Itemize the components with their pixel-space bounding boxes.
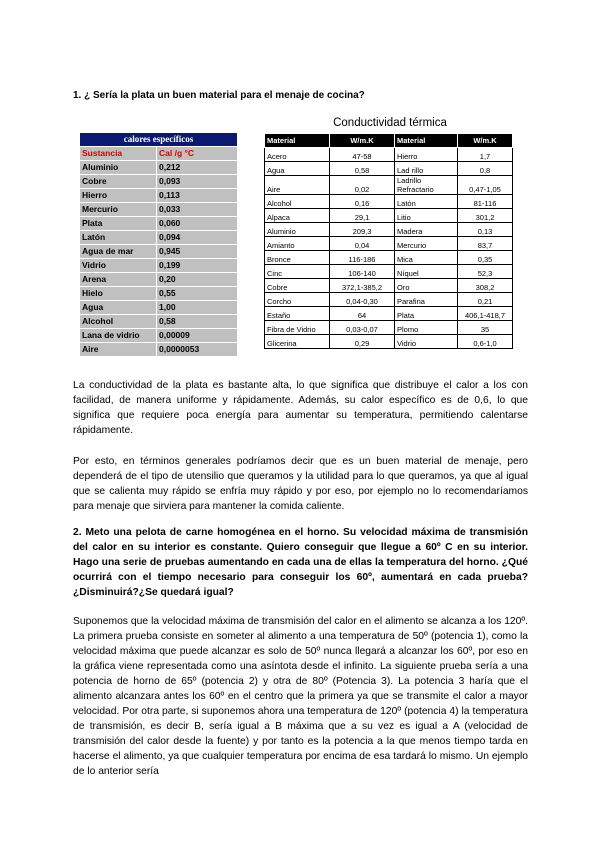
material-cell-2: Hierro [395,148,458,162]
material-cell-2: Oro [395,279,458,293]
conductivity-row [265,251,513,265]
specific-heat-value-cell: 0,199 [157,259,238,273]
material-cell: Corcho [265,293,330,307]
conductivity-value-cell: 64 [330,307,395,321]
specific-heat-row [80,343,238,357]
material-cell-2: Vidrio [395,335,458,349]
conductivity-value-cell: 372,1-385,2 [330,279,395,293]
conductivity-value-cell: 0,29 [330,335,395,349]
specific-heat-value-cell: 0,094 [157,231,238,245]
conductivity-row [265,195,513,209]
conductivity-value-cell-2: 0,35 [458,251,513,265]
substance-cell: Aluminio [80,161,157,175]
substance-cell: Alcohol [80,315,157,329]
specific-heat-row [80,273,238,287]
conductivity-value-cell-2: 0,47-1,05 [458,176,513,195]
conductivity-row [265,321,513,335]
conductivity-value-cell: 0,02 [330,176,395,195]
material-cell-2: Parafina [395,293,458,307]
conductivity-value-cell: 0,04 [330,237,395,251]
question-2-heading: 2. Meto una pelota de carne homogénea en el horno. Su velocidad máxima de transmisión del calor en su interior es constante. Quiero conseguir que llegue a 60º C en su interior. Hago una serie de pruebas aumentando en cada una de ellas la temperatura del horno. ¿Qué ocurrirá con el tiempo necesario para conseguir los 60º, aumentará en cada prueba?¿Disminuirá?¿Se quedará igual? [73,527,528,598]
material-cell-2: Latón [395,195,458,209]
specific-heat-value-cell: 0,20 [157,273,238,287]
specific-heat-row [80,301,238,315]
material-cell-2: Ladrillo Refractario [395,176,458,195]
paragraph-silver-conductivity: La conductividad de la plata es bastante alta, lo que significa que distribuye el calor a los con facilidad, de manera uniforme y rápidamente. Además, su calor específico es de 0,6, lo que significa que requiere poca energía para aumentar su temperatura, permitiendo calentarse rápidamente. [73,380,528,436]
material-cell: Glicerina [265,335,330,349]
substance-cell: Agua [80,301,157,315]
specific-heat-value-cell: 0,945 [157,245,238,259]
conductivity-value-cell: 209,3 [330,223,395,237]
specific-heat-value-cell: 0,58 [157,315,238,329]
specific-heat-value-cell: 1,00 [157,301,238,315]
question-1-heading: 1. ¿ Sería la plata un buen material para el menaje de cocina? [73,90,365,101]
specific-heat-row [80,175,238,189]
specific-heat-table-title: calores específicos [80,133,238,147]
conductivity-row [265,162,513,176]
material-cell: Agua [265,162,330,176]
material-cell-2: Mercurio [395,237,458,251]
specific-heat-table-body [80,161,238,357]
conductivity-value-cell-2: 52,3 [458,265,513,279]
conductivity-value-cell: 116-186 [330,251,395,265]
substance-cell: Arena [80,273,157,287]
conductivity-row [265,176,513,195]
substance-cell: Mercurio [80,203,157,217]
conductivity-row [265,237,513,251]
specific-heat-row [80,189,238,203]
specific-heat-table [79,132,238,357]
conductivity-row [265,293,513,307]
substance-cell: Latón [80,231,157,245]
specific-heat-value-cell: 0,093 [157,175,238,189]
conductivity-value-cell-2: 0,21 [458,293,513,307]
conductivity-header-unit: W/m.K [330,134,395,148]
conductivity-row [265,335,513,349]
conductivity-row [265,307,513,321]
conductivity-value-cell: 106-140 [330,265,395,279]
specific-heat-row [80,231,238,245]
material-cell: Cobre [265,279,330,293]
conductivity-value-cell: 0,04-0,30 [330,293,395,307]
conductivity-row [265,279,513,293]
material-cell: Cinc [265,265,330,279]
material-cell-2: Níquel [395,265,458,279]
material-cell: Aluminio [265,223,330,237]
specific-heat-row [80,259,238,273]
conductivity-value-cell: 0,03-0,07 [330,321,395,335]
conductivity-value-cell-2: 83,7 [458,237,513,251]
specific-heat-value-cell: 0,033 [157,203,238,217]
conductivity-value-cell-2: 81-116 [458,195,513,209]
specific-heat-row [80,329,238,343]
material-cell-2: Mica [395,251,458,265]
conductivity-header-material: Material [265,134,330,148]
conductivity-value-cell: 0,58 [330,162,395,176]
substance-cell: Aire [80,343,157,357]
specific-heat-value-cell: 0,212 [157,161,238,175]
conductivity-value-cell-2: 301,2 [458,209,513,223]
specific-heat-header-unit: Cal /g °C [157,147,238,161]
specific-heat-row [80,315,238,329]
conductivity-value-cell-2: 35 [458,321,513,335]
conductivity-value-cell-2: 308,2 [458,279,513,293]
substance-cell: Lana de vidrio [80,329,157,343]
specific-heat-value-cell: 0,060 [157,217,238,231]
conductivity-table-title: Conductividad térmica [333,117,447,129]
specific-heat-row [80,217,238,231]
specific-heat-value-cell: 0,113 [157,189,238,203]
conductivity-row [265,209,513,223]
specific-heat-row [80,287,238,301]
conductivity-value-cell-2: 0,13 [458,223,513,237]
material-cell: Bronce [265,251,330,265]
paragraph-answer-2: Suponemos que la velocidad máxima de transmisión del calor en el alimento se alcanza a los 120º. La primera prueba consiste en someter al alimento a una temperatura de 50º (potencia 1), como la velocidad máxima que puede alcanzar es solo de 50º nunca llegará a alcanzar los 60º, por eso en la gráfica viene representada como una asíntota desde el infinito. La siguiente prueba sería a una potencia de horno de 65º (potencia 2) y otra de 80º (Potencia 3). La potencia 3 haría que el alimento alcanzara antes los 60º en el centro que la primera ya que se transmite el calor a mayor velocidad. Por otra parte, si suponemos ahora una temperatura de 120º (potencia 4) la temperatura de transmisión, es decir B, sería igual a B máxima que a su vez es igual a A (velocidad de transmisión del calor desde la fuente) y por tanto es la potencia a la que menos tiempo tarda en hacerse el alimento, ya que cualquier temperatura por encima de esa tardará lo mismo. Un ejemplo de lo anterior sería [73,616,528,777]
material-cell: Alcohol [265,195,330,209]
substance-cell: Hielo [80,287,157,301]
conductivity-row [265,148,513,162]
conductivity-value-cell-2: 0,8 [458,162,513,176]
material-cell-2: Litio [395,209,458,223]
substance-cell: Vidrio [80,259,157,273]
material-cell: Acero [265,148,330,162]
material-cell-2: Plomo [395,321,458,335]
conductivity-header-material-2: Material [395,134,458,148]
specific-heat-row [80,203,238,217]
specific-heat-value-cell: 0,0000053 [157,343,238,357]
material-cell-2: Lad rillo [395,162,458,176]
substance-cell: Cobre [80,175,157,189]
conductivity-row [265,223,513,237]
material-cell: Fibra de Vidrio [265,321,330,335]
substance-cell: Agua de mar [80,245,157,259]
specific-heat-value-cell: 0,00009 [157,329,238,343]
conductivity-row [265,265,513,279]
conductivity-table-body [265,148,513,349]
material-cell: Amianto [265,237,330,251]
conductivity-table [264,133,513,349]
specific-heat-value-cell: 0,55 [157,287,238,301]
substance-cell: Hierro [80,189,157,203]
material-cell-2: Plata [395,307,458,321]
material-cell: Alpaca [265,209,330,223]
specific-heat-header-substance: Sustancia [80,147,157,161]
conductivity-value-cell-2: 1,7 [458,148,513,162]
paragraph-conclusion: Por esto, en términos generales podríamos decir que es un buen material de menaje, pero dependerá de el tipo de utensilio que queramos y la utilidad para lo que queramos, ya que al igual que se calienta muy rápido se enfría muy rápido y por eso, por ejemplo no lo recomendaríamos para menaje que sirviera para mantener la comida caliente. [73,456,528,512]
conductivity-header-unit-2: W/m.K [458,134,513,148]
specific-heat-row [80,245,238,259]
conductivity-value-cell: 29,1 [330,209,395,223]
material-cell: Estaño [265,307,330,321]
material-cell-2: Madera [395,223,458,237]
conductivity-value-cell-2: 406,1-418,7 [458,307,513,321]
conductivity-value-cell: 47-58 [330,148,395,162]
conductivity-value-cell: 0,16 [330,195,395,209]
specific-heat-row [80,161,238,175]
material-cell: Aire [265,176,330,195]
conductivity-value-cell-2: 0,6-1,0 [458,335,513,349]
substance-cell: Plata [80,217,157,231]
